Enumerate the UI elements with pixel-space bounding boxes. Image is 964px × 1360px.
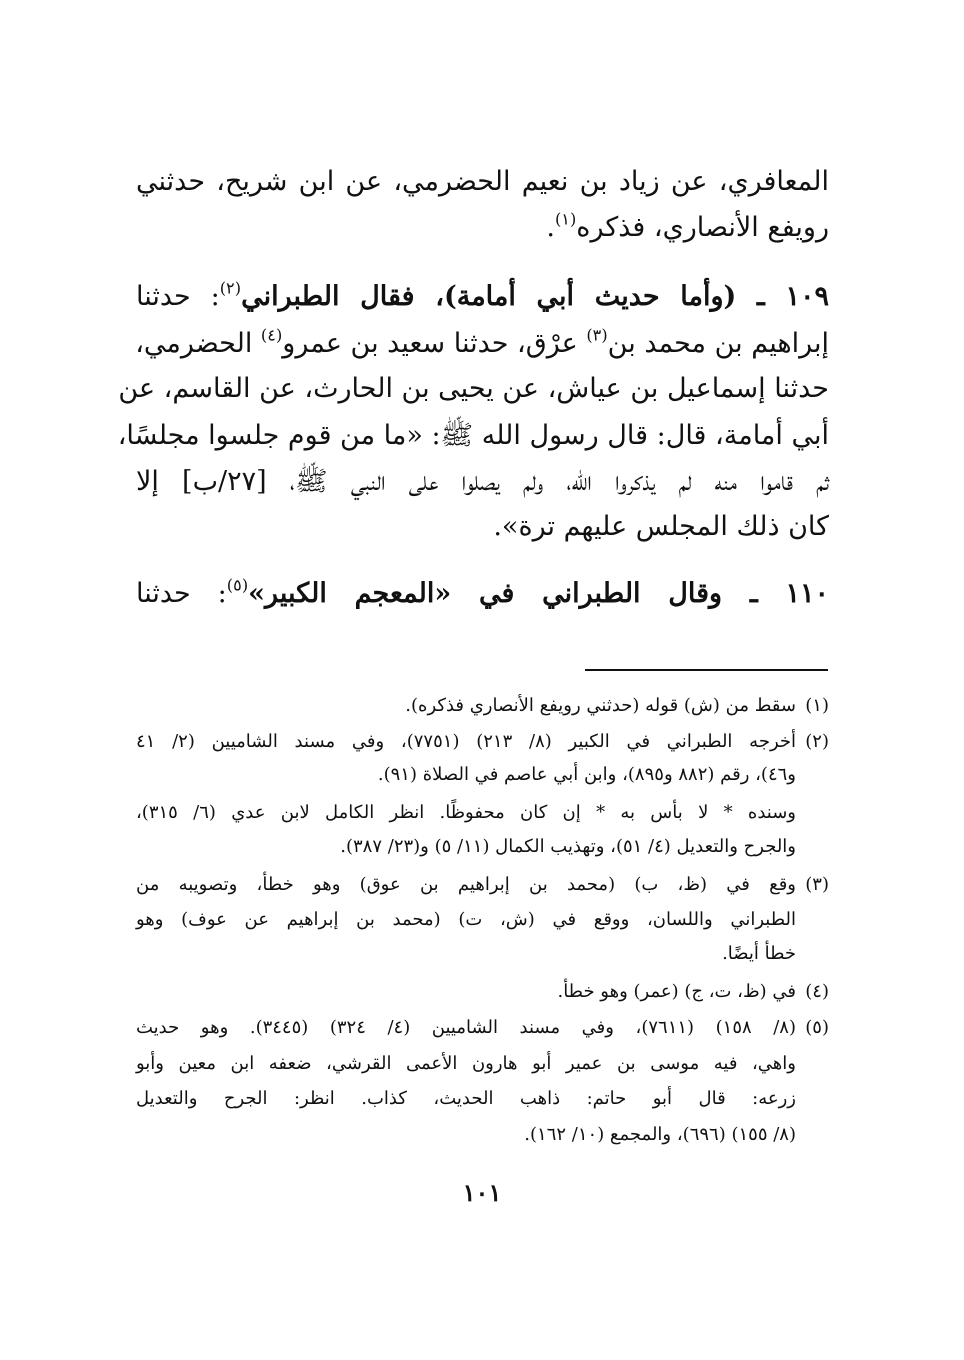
footnote-ref-5: (٥) <box>226 575 249 595</box>
paragraph-110-line-1: ١١٠ ـ وقال الطبراني في «المعجم الكبير»$^{(٥)}$: حدثنا <box>136 575 829 609</box>
paragraph-109-line-4: أبي أمامة، قال: قال رسول الله ﷺ: «ما من قوم جلسوا مجلسًا، <box>117 420 829 451</box>
footnote-ref-3: (٣) <box>586 325 608 345</box>
footnote-4: في (ظ، ت، ج) (عمر) وهو خطأ. <box>557 981 796 1002</box>
footnote-number-4: (٤) <box>805 981 829 1002</box>
footnote-3-line-2: الطبراني واللسان، ووقع في (ش، ت) (محمد بن إبراهيم عن عوف) وهو <box>136 909 796 930</box>
footnote-ref-4: (٤) <box>260 325 283 345</box>
footnote-5-line-3: زرعه: قال أبو حاتم: ذاهب الحديث، كذاب. انظر: الجرح والتعديل <box>136 1088 796 1109</box>
paragraph-109-line-1: ١٠٩ ـ (وأما حديث أبي أمامة)، فقال الطبراني$^{(٢)}$: حدثنا <box>136 278 830 312</box>
footnote-number-3: (٣) <box>805 874 829 895</box>
footnote-3-line-1: وقع في (ظ، ب) (محمد بن إبراهيم بن عوق) وهو خطأ، وتصويبه من <box>136 874 796 895</box>
main-line-1: المعافري، عن زياد بن نعيم الحضرمي، عن ابن شريح، حدثني <box>136 166 829 197</box>
footnote-number-1: (١) <box>805 695 829 716</box>
footnote-2-line-3: وسنده * لا بأس به * إن كان محفوظًا. انظر الكامل لابن عدي (٦/ ٣١٥)، <box>136 802 796 823</box>
footnote-5-line-4: (٨/ ١٥٥) (٦٩٦)، والمجمع (١٠/ ١٦٢). <box>524 1124 796 1145</box>
paragraph-109-line-5: ثم قاموا منه لم يذكروا الله، ولم يصلوا على النبي ﷺ، [٢٧/ب] إلا <box>136 466 829 497</box>
footnote-ref-2: (٢) <box>219 278 242 298</box>
page-number: ١٠١ <box>462 1178 502 1207</box>
footnote-2-line-4: والجرح والتعديل (٤/ ٥١)، وتهذيب الكمال (١١/ ٥) و(٢٣/ ٣٨٧). <box>340 836 796 857</box>
paragraph-109-line-3: حدثنا إسماعيل بن عياش، عن يحيى بن الحارث، عن القاسم، عن <box>118 373 829 404</box>
footnote-2-line-1: أخرجه الطبراني في الكبير (٨/ ٢١٣) (٧٧٥١)، وفي مسند الشاميين (٢/ ٤١ <box>136 731 797 752</box>
footnote-separator <box>585 669 828 671</box>
footnote-ref-1: (١) <box>554 209 577 229</box>
paragraph-109-line-6: كان ذلك المجلس عليهم ترة». <box>493 511 829 542</box>
footnote-5-line-1: (٨/ ١٥٨) (٧٦١١)، وفي مسند الشاميين (٤/ ٣٢٤) (٣٤٤٥). وهو حديث <box>136 1017 796 1038</box>
footnote-number-5: (٥) <box>805 1017 829 1038</box>
main-line-2: رويفع الأنصاري، فذكره$^{(١)}$. <box>546 209 829 243</box>
footnote-5-line-2: واهي، فيه موسى بن عمير أبو هارون الأعمى القرشي، ضعفه ابن معين وأبو <box>136 1053 796 1074</box>
paragraph-109-line-2: إبراهيم بن محمد بن$^{(٣)}$ عرْق، حدثنا سعيد بن عمرو$^{(٤)}$ الحضرمي، <box>135 325 829 359</box>
footnote-2-line-2: و٤٦)، رقم (٨٨٢ و٨٩٥)، وابن أبي عاصم في الصلاة (٩١). <box>377 764 796 785</box>
footnote-3-line-3: خطأ أيضًا. <box>722 943 796 964</box>
footnote-1: سقط من (ش) قوله (حدثني رويفع الأنصاري فذكره). <box>405 695 796 716</box>
footnote-number-2: (٢) <box>805 731 829 752</box>
